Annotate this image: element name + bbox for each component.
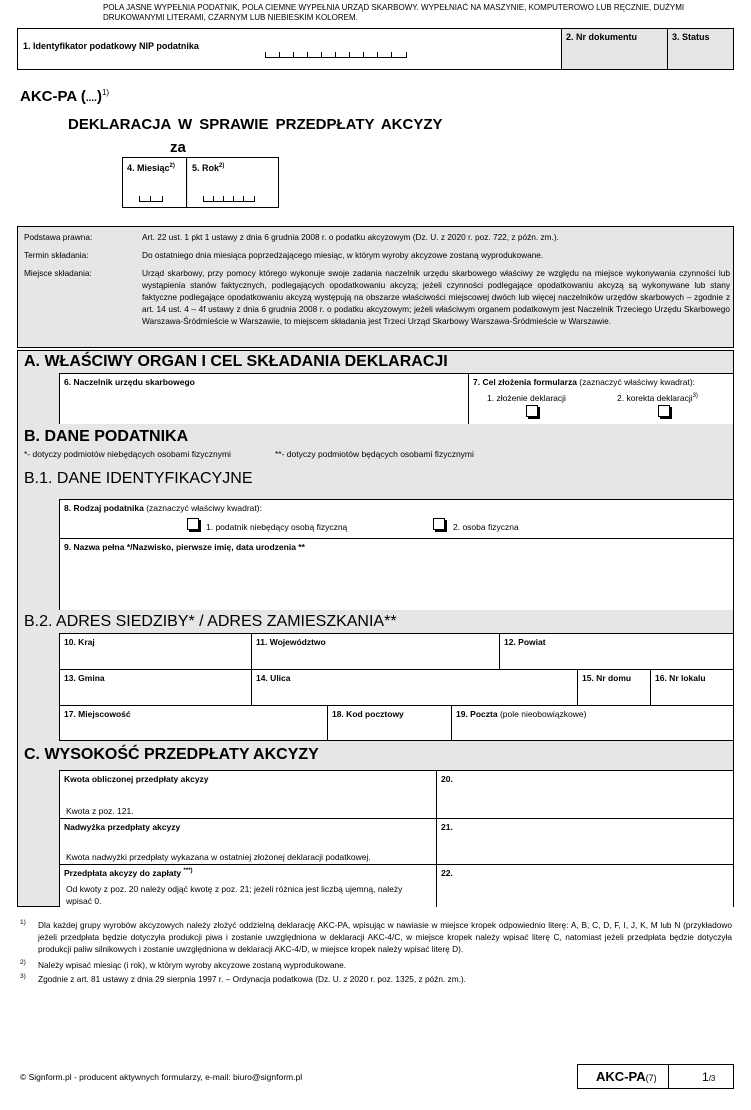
f6-label: 6. Naczelnik urzędu skarbowego	[64, 377, 195, 387]
footer-credit: © Signform.pl - producent aktywnych formularzy, e-mail: biuro@signform.pl	[20, 1072, 303, 1082]
municipality-field[interactable]	[59, 669, 251, 705]
page-title: DEKLARACJA W SPRAWIE PRZEDPŁATY AKCYZY	[68, 116, 443, 133]
r2-title: Nadwyżka przedpłaty akcyzy	[64, 822, 181, 832]
r2-note: Kwota nadwyżki przedpłaty wykazana w ostatniej złożonej deklaracji podatkowej.	[66, 852, 371, 862]
surplus-field[interactable]	[436, 818, 733, 864]
f8-opt1-label: 1. podatnik niebędący osobą fizyczną	[206, 522, 348, 532]
place-text: Urząd skarbowy, przy pomocy którego wykonuje swoje zadania naczelnik urzędu skarbowego właściwy ze względu na miejsce wykonywania czynności lub wystąpienia stanów faktycznych, podlegających opodatkowaniu akcyzą; jeżeli czynności podlegające opodatkowaniu akcyzą są wykonywane lub stany faktyczne podlegające opodatkowaniu akcyzą występują na obszarze właściwości miejscowej dwóch lub więcej naczelników urzędów skarbowych – zgodnie z art. 14 ust. 4 – 4f ustawy z dnia 6 grudnia 2008 r. o podatku akcyzowym; jeżeli właściwym organem podatkowym jest Naczelnik Trzeciego Urzędu Skarbowego Warszawa-Śródmieście w Warszawie, to miejscem składania jest Trzeci Urząd Skarbowy Warszawa-Śródmieście w Warszawie.	[142, 268, 730, 326]
f7-label: 7. Cel złożenia formularza (zaznaczyć właściwy kwadrat):	[473, 377, 696, 387]
calc-prepayment-label	[59, 770, 436, 818]
section-b-title: B. DANE PODATNIKA	[24, 428, 189, 445]
city-field[interactable]	[59, 705, 327, 741]
f8-opt2-label: 2. osoba fizyczna	[453, 522, 519, 532]
opt2-checkbox[interactable]	[658, 405, 670, 417]
purpose-field	[468, 373, 733, 424]
payable-label	[59, 864, 436, 907]
footnote-2: 2) Należy wpisać miesiąc (i rok), w którym wyroby akcyzowe zostaną wyprodukowane.	[20, 959, 347, 970]
doc-no-field	[561, 29, 667, 69]
opt1-label: 1. złożenie deklaracji	[487, 393, 566, 403]
post-office-field[interactable]	[451, 705, 733, 741]
f22-label: 22.	[441, 868, 453, 878]
f9-label: 9. Nazwa pełna */Nazwisko, pierwsze imię, data urodzenia **	[64, 542, 305, 552]
taxpayer-type-field	[59, 499, 733, 538]
f20-label: 20.	[441, 774, 453, 784]
f8-opt2-checkbox[interactable]	[433, 518, 445, 530]
voivodeship-field[interactable]	[251, 633, 499, 669]
year-tick	[243, 196, 255, 202]
f17-label: 17. Miejscowość	[64, 709, 131, 719]
year-label: 5. Rok$^{2)}$	[192, 163, 225, 173]
deadline-label: Termin składania:	[24, 250, 89, 260]
section-c-title: C. WYSOKOŚĆ PRZEDPŁATY AKCYZY	[24, 746, 319, 763]
f16-label: 16. Nr lokalu	[655, 673, 706, 683]
form-code-close: )	[96, 88, 102, 105]
f8-label: 8. Rodzaj podatnika (zaznaczyć właściwy kwadrat):	[64, 503, 262, 513]
footer-divider	[668, 1065, 669, 1088]
r3-note: Od kwoty z poz. 20 należy odjąć kwotę z poz. 21; jeżeli różnica jest liczbą ujemną, należy wpisać 0.	[66, 884, 403, 906]
footnotes	[20, 919, 732, 985]
r1-note: Kwota z poz. 121.	[66, 806, 134, 816]
county-field[interactable]	[499, 633, 733, 669]
form-code-sup: 1)	[101, 88, 110, 97]
form-code-text: AKC-PA (	[20, 88, 86, 105]
footnote-1: 1) Dla każdej grupy wyrobów akcyzowych należy złożyć oddzielną deklarację AKC-PA, wpisując w nawiasie w miejsce kropek odpowiednio literę: A, B, C, D, F, I, J, K, M lub N (przykładowo jeżeli przedpłata będzie dotyczyła produkcji piwa i zostanie uwzględniona w deklaracji AKC-4/C, w miejsce kropek należy wpisać literę C, natomiast jeżeli przedpłata będzie dotyczyła produkcji paliw silnikowych i zostanie uwzględniona w deklaracji AKC-4/D, w miejsce kropek należy wpisać literę D).	[20, 919, 732, 954]
authority-field[interactable]	[59, 373, 468, 424]
section-a-title: A. WŁAŚCIWY ORGAN I CEL SKŁADANIA DEKLARACJI	[24, 353, 448, 370]
place-label: Miejsce składania:	[24, 268, 92, 278]
form-code-dots: ....	[85, 93, 97, 104]
f10-label: 10. Kraj	[64, 637, 95, 647]
status-field	[667, 29, 733, 69]
opt2-label: 2. korekta deklaracji$^{3)}$	[617, 393, 698, 403]
calc-prepayment-field[interactable]	[436, 770, 733, 818]
note-natural: **- dotyczy podmiotów będących osobami fizycznymi	[275, 449, 474, 459]
f13-label: 13. Gmina	[64, 673, 105, 683]
deadline-text: Do ostatniego dnia miesiąca poprzedzającego miesiąc, w którym wyroby akcyzowe zostaną wyprodukowane.	[142, 250, 544, 260]
surplus-label	[59, 818, 436, 864]
f12-label: 12. Powiat	[504, 637, 546, 647]
status-label: 3. Status	[672, 32, 710, 42]
section-b2-title: B.2. ADRES SIEDZIBY* / ADRES ZAMIESZKANIA**	[24, 613, 397, 630]
street-field[interactable]	[251, 669, 577, 705]
f11-label: 11. Województwo	[256, 637, 326, 647]
footer-code-box	[577, 1064, 734, 1089]
month-label: 4. Miesiąc$^{2)}$	[127, 163, 175, 173]
form-code	[20, 88, 109, 105]
f19-label: 19. Poczta (pole nieobowiązkowe)	[456, 709, 587, 719]
f21-label: 21.	[441, 822, 453, 832]
za-label: za	[170, 139, 186, 156]
nip-label: 1. Identyfikator podatkowy NIP podatnika	[23, 41, 199, 51]
month-tick	[150, 196, 163, 202]
apartment-no-field[interactable]	[650, 669, 733, 705]
full-name-field[interactable]	[59, 538, 733, 610]
header-note: POLA JASNE WYPEŁNIA PODATNIK, POLA CIEMNE WYPEŁNIA URZĄD SKARBOWY. WYPEŁNIAĆ NA MASZYNIE, KOMPUTEROWO LUB RĘCZNIE, DUŻYMI DRUKOWANYMI LITERAMI, CZARNYM LUB NIEBIESKIM KOLOREM.	[103, 3, 685, 22]
payable-field[interactable]	[436, 864, 733, 907]
f18-label: 18. Kod pocztowy	[332, 709, 404, 719]
f14-label: 14. Ulica	[256, 673, 291, 683]
doc-no-label: 2. Nr dokumentu	[566, 32, 638, 42]
note-non-natural: *- dotyczy podmiotów niebędących osobami fizycznymi	[24, 449, 231, 459]
legal-info	[17, 226, 734, 348]
country-field[interactable]	[59, 633, 251, 669]
basis-label: Podstawa prawna:	[24, 232, 93, 242]
r3-title: Przedpłata akcyzy do zapłaty ***)	[64, 868, 193, 878]
section-b1-title: B.1. DANE IDENTYFIKACYJNE	[24, 470, 253, 487]
year-field[interactable]	[188, 158, 278, 207]
footnote-3: 3) Zgodnie z art. 81 ustawy z dnia 29 sierpnia 1997 r. – Ordynacja podatkowa (Dz. U. z 2020 r. poz. 1325, z późn. zm.).	[20, 973, 466, 984]
page-number: 1/3	[702, 1070, 716, 1084]
month-field[interactable]	[123, 158, 187, 207]
opt1-checkbox[interactable]	[526, 405, 538, 417]
house-no-field[interactable]	[577, 669, 650, 705]
postal-code-field[interactable]	[327, 705, 451, 741]
footer-code: AKC-PA(7)	[596, 1069, 657, 1084]
nip-field[interactable]	[18, 29, 561, 69]
f8-opt1-checkbox[interactable]	[187, 518, 199, 530]
r1-title: Kwota obliczonej przedpłaty akcyzy	[64, 774, 209, 784]
basis-text: Art. 22 ust. 1 pkt 1 ustawy z dnia 6 grudnia 2008 r. o podatku akcyzowym (Dz. U. z 2020 r. poz. 722, z późn. zm.).	[142, 232, 559, 242]
f15-label: 15. Nr domu	[582, 673, 632, 683]
